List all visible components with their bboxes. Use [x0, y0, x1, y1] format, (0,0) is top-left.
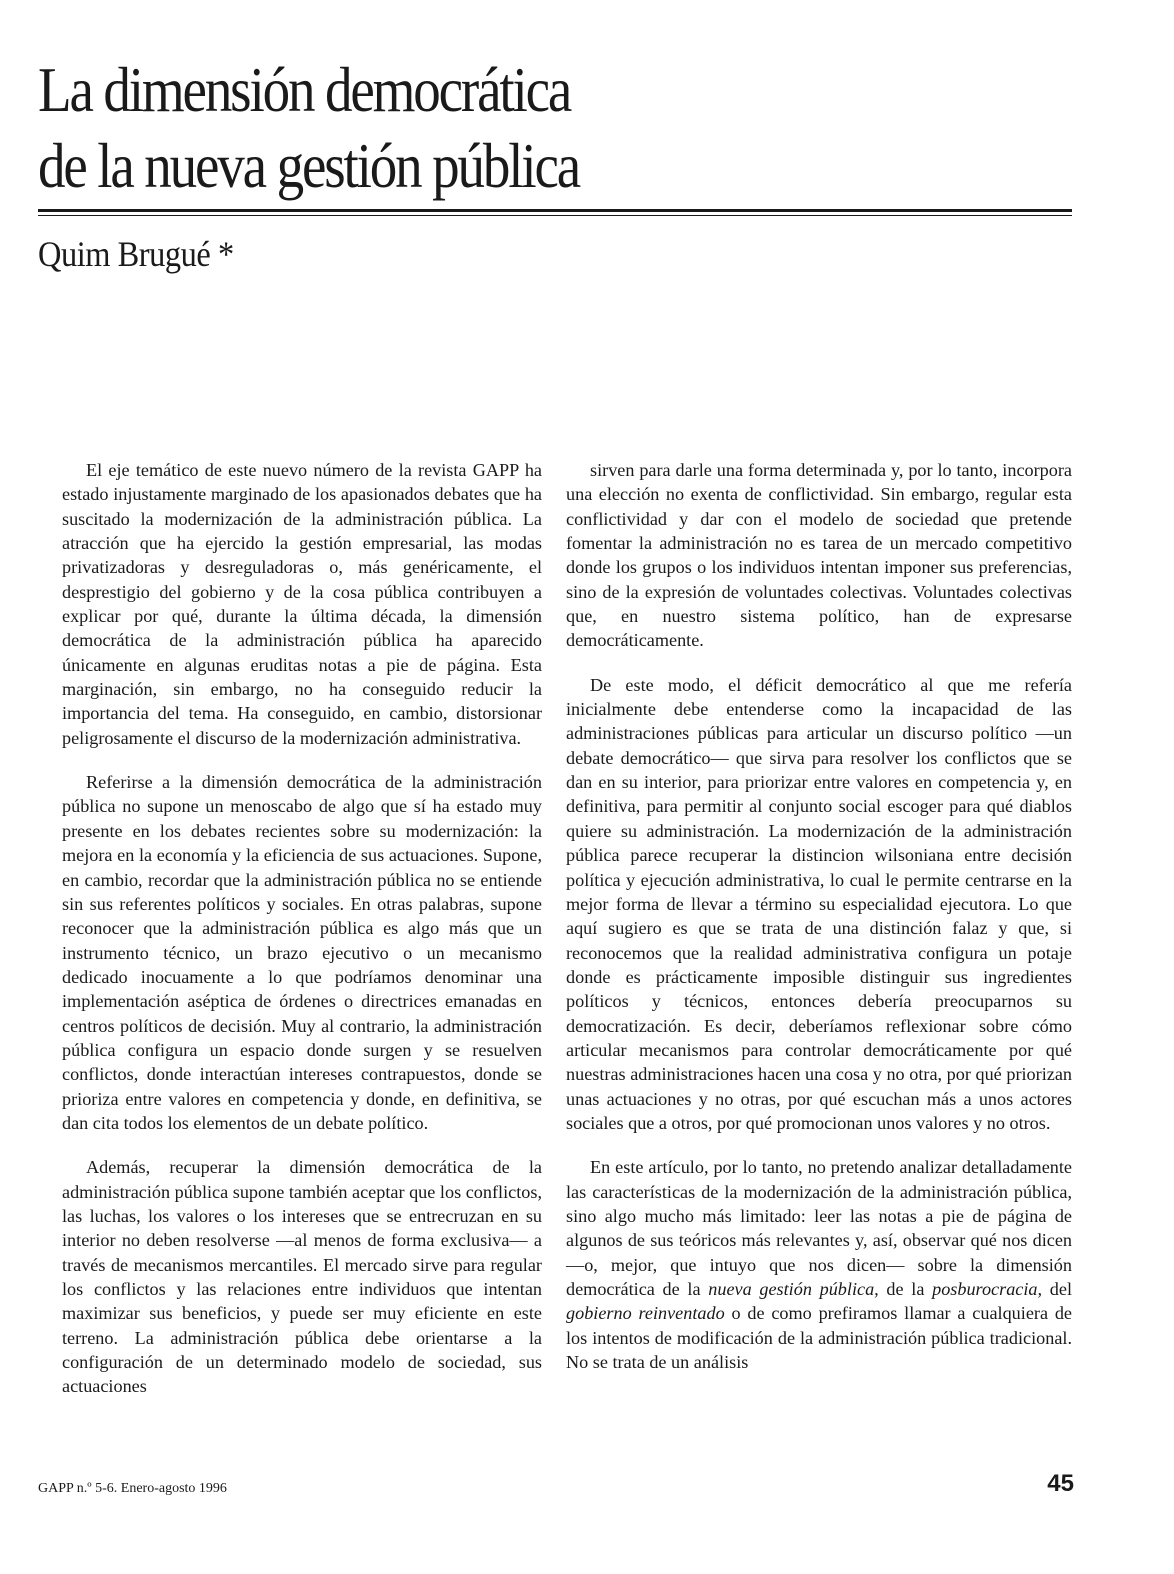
paragraph: sirven para darle una forma determinada y, por lo tanto, incorpora una elección no exenta de conflictividad. Sin embargo, regular esta conflictividad y dar con el modelo de sociedad que pretende fomentar la administración no es tarea de un mercado competitivo donde los grupos o los individuos intentan imponer sus preferencias, sino de la expresión de voluntades colectivas. Voluntades colectivas que, en nuestro sistema político, han de expresarse democráticamente.: [566, 460, 1072, 651]
text-run: o de como prefiramos llamar a cualquiera de los intentos de modificación de la administración pública tradicional. No se trata de un análisis: [566, 1303, 1073, 1373]
page-number: 45: [1047, 1470, 1074, 1497]
italic-term: gobierno reinventado: [566, 1303, 725, 1324]
italic-term: posburocracia,: [932, 1279, 1043, 1299]
title-rule-thin: [38, 215, 1072, 216]
paragraph: De este modo, el déficit democrático al que me refería inicialmente debe entenderse como la incapacidad de las administraciones públicas para articular un discurso político —un debate democrático— que sirva para resolver los conflictos que se dan en su interior, para priorizar entre valores en competencia y, en definitiva, para permitir al conjunto social escoger para qué diablos quiere su administración. La modernización de la administración pública parece recuperar la distincion wilsoniana entre decisión política y ejecución administrativa, lo cual le permite centrarse en la mejor forma de llevar a término su especialidad ejecutora. Lo que aquí sugiero es que se trata de una distinción falaz y que, si reconocemos que la realidad administrativa configura un potaje donde es prácticamente imposible distinguir sus ingredientes políticos y técnicos, entonces debería preocuparnos su democratización. Es decir, deberíamos reflexionar sobre cómo articular mecanismos para controlar democráticamente por qué nuestras administraciones hacen una cosa y no otra, por qué priorizan unas actuaciones y no otras, por qué escuchan más a unos actores sociales que a otros, por qué promocionan unos valores y no otros.: [566, 674, 1072, 1133]
paragraph: Además, recuperar la dimensión democrática de la administración pública supone también aceptar que los conflictos, las luchas, los valores o los intereses que se entrecruzan en su interior no deben resolverse —al menos de forma exclusiva— a través de mecanismos mercantiles. El mercado sirve para regular los conflictos y las relaciones entre individuos que intentan maximizar sus beneficios, y puede ser muy eficiente en este terreno. La administración pública debe orientarse a la configuración de un determinado modelo de sociedad, sus actuaciones: [62, 1157, 542, 1397]
title-rule-thick: [38, 209, 1072, 212]
body-column-right: [566, 458, 1072, 1394]
paragraph: El eje temático de este nuevo número de la revista GAPP ha estado injustamente marginado de los apasionados debates que ha suscitado la modernización de la administración pública. La atracción que ha ejercido la gestión empresarial, las modas privatizadoras y desreguladoras o, más genéricamente, el desprestigio del gobierno y de la cosa pública contribuyen a explicar por qué, durante la última década, la dimensión democrática de la administración pública ha aparecido únicamente en algunas eruditas notas a pie de página. Esta marginación, sin embargo, no ha conseguido reducir la importancia del tema. Ha conseguido, en cambio, distorsionar peligrosamente el discurso de la modernización administrativa.: [62, 460, 542, 748]
paragraph: [566, 1155, 1072, 1374]
paragraph: Referirse a la dimensión democrática de la administración pública no supone un menoscabo de algo que sí ha estado muy presente en los debates recientes sobre su modernización: la mejora en la economía y la eficiencia de sus actuaciones. Supone, en cambio, recordar que la administración pública no se entiende sin sus referentes políticos y sociales. En otras palabras, supone reconocer que la administración pública es algo más que un instrumento técnico, un brazo ejecutivo o un mecanismo dedicado inocuamente a lo que podríamos denominar una implementación aséptica de órdenes o directrices emanadas en centros políticos de decisión. Muy al contrario, la administración pública configura un espacio donde surgen y se resuelven conflictos, donde interactúan intereses contrapuestos, donde se prioriza entre valores en competencia y donde, en definitiva, se dan cita todos los elementos de un debate político.: [62, 772, 542, 1133]
author-name: Quim Brugué *: [38, 234, 234, 274]
article-title: [38, 52, 932, 204]
journal-citation: GAPP n.º 5-6. Enero-agosto 1996: [38, 1481, 227, 1496]
body-column-left: [62, 458, 542, 1419]
italic-term: nueva gestión pública,: [708, 1279, 879, 1299]
title-line-2: de la nueva gestión pública: [38, 130, 580, 201]
title-line-1: La dimensión democrática: [38, 54, 571, 125]
text-run: En este artículo, por lo tanto, no pretendo analizar detalladamente las características de la modernización de la administración pública, sino algo mucho más limitado: leer las notas a pie de página de algunos de sus teóricos más relevantes y, así, observar qué nos dicen —o, mejor, que intuyo que nos dicen— sobre la dimensión democrática de la: [566, 1157, 1072, 1299]
text-run: del: [1042, 1279, 1072, 1299]
text-run: de la: [878, 1279, 933, 1299]
